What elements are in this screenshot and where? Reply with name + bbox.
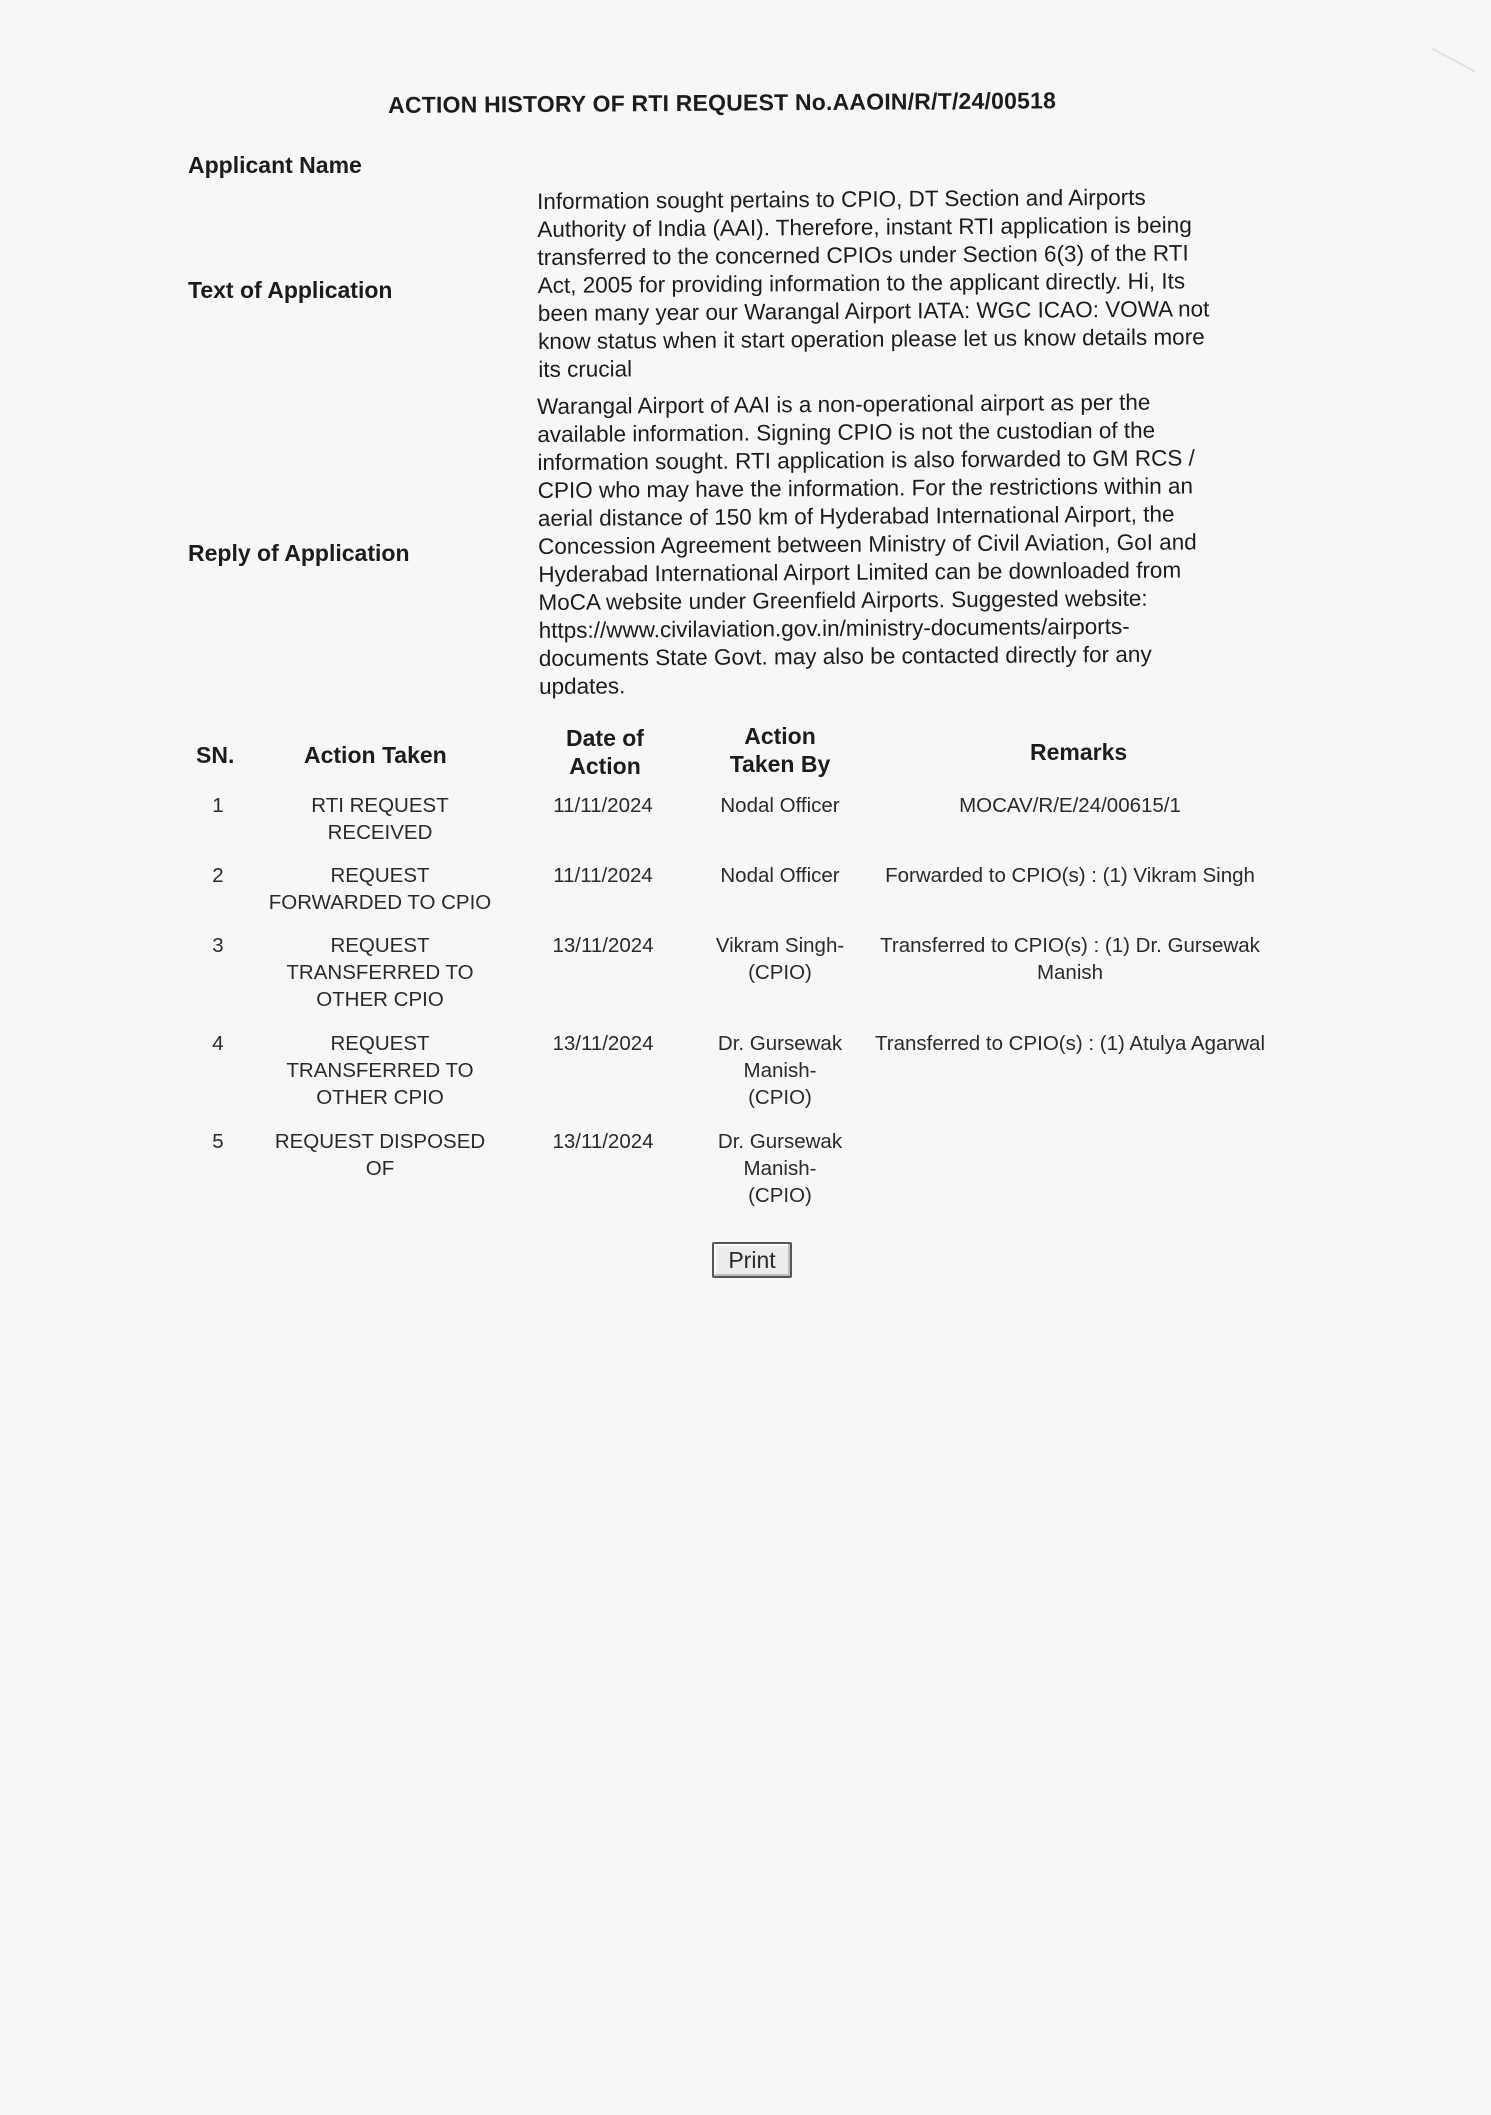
table-cell-by: Dr. Gursewak Manish- (CPIO) <box>717 1032 843 1109</box>
reply-of-application-line: CPIO who may have the information. For the restrictions within an <box>537 473 1194 503</box>
reply-of-application-line: Concession Agreement between Ministry of Civil Aviation, GoI and <box>537 529 1197 559</box>
table-cell-action: RTI REQUEST RECEIVED <box>311 794 449 844</box>
table-cell-action: REQUEST TRANSFERRED TO OTHER CPIO <box>286 1032 474 1109</box>
header-remarks: Remarks <box>1030 739 1128 765</box>
table-cell-remarks: Forwarded to CPIO(s) : (1) Vikram Singh <box>885 864 1255 887</box>
table-cell-action: REQUEST DISPOSED OF <box>274 1130 486 1180</box>
text-of-application-line: its crucial <box>538 356 633 382</box>
text-of-application-line: been many year our Warangal Airport IATA: WGC ICAO: VOWA not <box>537 296 1210 326</box>
table-cell-date: 11/11/2024 <box>553 794 653 817</box>
table-cell-sn: 5 <box>212 1130 224 1153</box>
reply-of-application-line: Hyderabad International Airport Limited can be downloaded from <box>538 557 1182 587</box>
scan-artifact <box>1423 48 1476 90</box>
table-cell-date: 11/11/2024 <box>553 864 653 887</box>
header-action-taken-by: Action Taken By <box>729 723 831 777</box>
table-cell-date: 13/11/2024 <box>552 934 654 957</box>
text-of-application-line: Act, 2005 for providing information to the applicant directly. Hi, Its <box>537 268 1186 298</box>
reply-of-application-line: aerial distance of 150 km of Hyderabad International Airport, the <box>537 501 1175 531</box>
table-cell-sn: 3 <box>212 934 224 957</box>
table-cell-remarks: Transferred to CPIO(s) : (1) Dr. Gursewak Manish <box>880 934 1260 984</box>
table-cell-action: REQUEST FORWARDED TO CPIO <box>268 864 492 914</box>
reply-of-application-line: https://www.civilaviation.gov.in/ministry-documents/airports- <box>538 613 1130 643</box>
reply-of-application-line: information sought. RTI application is also forwarded to GM RCS / <box>537 445 1195 475</box>
text-of-application-line: Authority of India (AAI). Therefore, instant RTI application is being <box>537 212 1192 242</box>
table-cell-date: 13/11/2024 <box>552 1130 654 1153</box>
applicant-name-label: Applicant Name <box>188 152 362 178</box>
table-cell-action: REQUEST TRANSFERRED TO OTHER CPIO <box>286 934 474 1011</box>
reply-of-application-body <box>537 388 1309 701</box>
table-cell-by: Nodal Officer <box>720 794 840 817</box>
table-cell-by: Nodal Officer <box>720 864 840 887</box>
text-of-application-line: transferred to the concerned CPIOs under Section 6(3) of the RTI <box>537 240 1189 270</box>
reply-of-application-line: MoCA website under Greenfield Airports. Suggested website: <box>538 585 1148 615</box>
header-date-of-action: Date of Action <box>566 725 644 779</box>
text-of-application-line: know status when it start operation please let us know details more <box>537 324 1205 354</box>
reply-of-application-line: documents State Govt. may also be contacted directly for any <box>538 641 1152 671</box>
table-cell-sn: 2 <box>212 864 224 887</box>
header-sn: SN. <box>196 742 235 768</box>
table-cell-by: Vikram Singh- (CPIO) <box>715 934 845 984</box>
reply-of-application-line: updates. <box>538 673 626 699</box>
text-of-application-body <box>537 183 1308 384</box>
header-action-taken: Action Taken <box>304 742 447 768</box>
reply-of-application-label: Reply of Application <box>188 540 410 566</box>
table-cell-remarks: Transferred to CPIO(s) : (1) Atulya Agarwal <box>874 1032 1265 1055</box>
text-of-application-label: Text of Application <box>188 277 393 303</box>
reply-of-application-line: available information. Signing CPIO is not the custodian of the <box>537 417 1156 447</box>
print-button[interactable]: Print <box>712 1242 792 1278</box>
document-title: ACTION HISTORY OF RTI REQUEST No.AAOIN/R/T/24/00518 <box>388 87 1057 118</box>
text-of-application-line: Information sought pertains to CPIO, DT Section and Airports <box>537 184 1146 214</box>
table-cell-sn: 1 <box>212 794 224 817</box>
table-cell-sn: 4 <box>212 1032 224 1055</box>
table-cell-remarks: MOCAV/R/E/24/00615/1 <box>959 794 1181 817</box>
applicant-name-value <box>537 147 1307 152</box>
reply-of-application-line: Warangal Airport of AAI is a non-operational airport as per the <box>537 389 1151 419</box>
table-cell-date: 13/11/2024 <box>552 1032 654 1055</box>
table-cell-by: Dr. Gursewak Manish- (CPIO) <box>717 1130 843 1207</box>
